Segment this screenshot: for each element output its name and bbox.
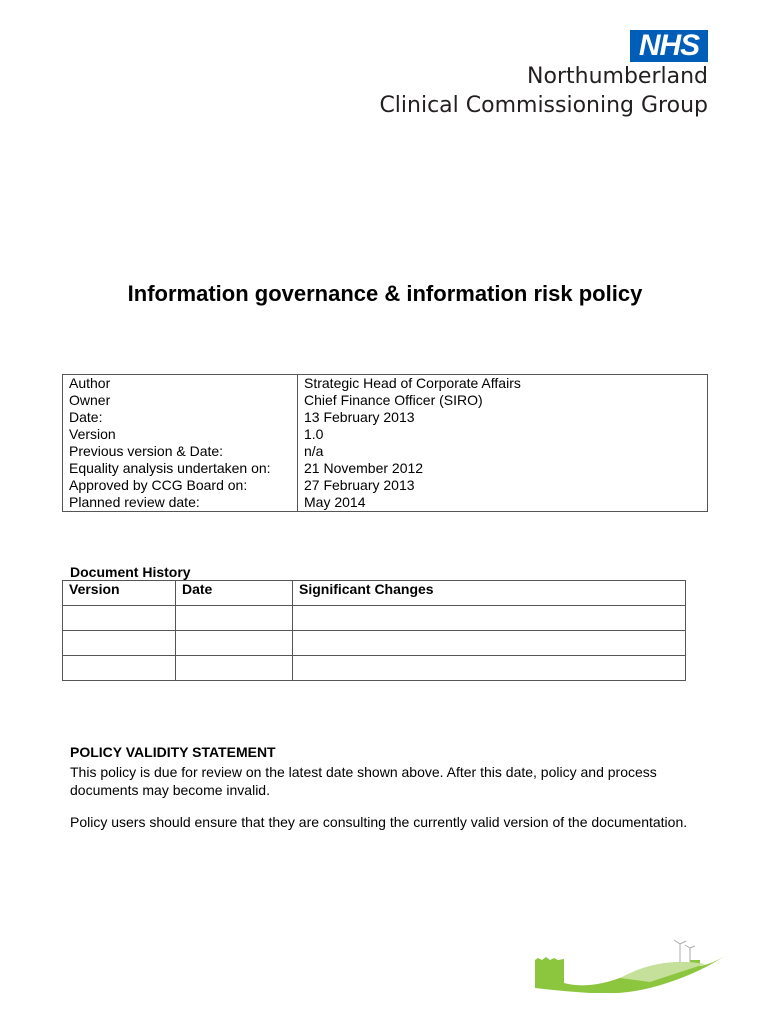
- metadata-row: [63, 494, 708, 512]
- metadata-label: Owner: [63, 392, 298, 409]
- history-cell: [293, 631, 686, 656]
- metadata-value: Strategic Head of Corporate Affairs: [298, 375, 708, 393]
- metadata-label: Equality analysis undertaken on:: [63, 460, 298, 477]
- metadata-label: Previous version & Date:: [63, 443, 298, 460]
- metadata-table: [62, 374, 708, 512]
- metadata-value: 21 November 2012: [298, 460, 708, 477]
- metadata-label: Date:: [63, 409, 298, 426]
- history-cell: [63, 656, 176, 681]
- org-name-line2: Clinical Commissioning Group: [379, 93, 708, 118]
- metadata-value: Chief Finance Officer (SIRO): [298, 392, 708, 409]
- history-cell: [176, 631, 293, 656]
- validity-paragraph-2: Policy users should ensure that they are consulting the currently valid version of the documentation.: [70, 814, 688, 830]
- metadata-value: May 2014: [298, 494, 708, 512]
- history-cell: [293, 656, 686, 681]
- history-row: [63, 631, 686, 656]
- metadata-row: [63, 460, 708, 477]
- metadata-row: [63, 443, 708, 460]
- landscape-illustration: [530, 938, 730, 993]
- history-header-changes: Significant Changes: [293, 581, 686, 606]
- metadata-label: Author: [63, 375, 298, 393]
- history-header-date: Date: [176, 581, 293, 606]
- history-cell: [176, 606, 293, 631]
- metadata-value: 27 February 2013: [298, 477, 708, 494]
- metadata-label: Version: [63, 426, 298, 443]
- document-history-table: [62, 580, 686, 681]
- history-header-version: Version: [63, 581, 176, 606]
- metadata-row: [63, 477, 708, 494]
- metadata-value: 13 February 2013: [298, 409, 708, 426]
- metadata-row: [63, 392, 708, 409]
- metadata-row: [63, 375, 708, 393]
- metadata-row: [63, 426, 708, 443]
- validity-statement-heading: POLICY VALIDITY STATEMENT: [70, 744, 276, 760]
- history-cell: [293, 606, 686, 631]
- document-history-heading: Document History: [70, 564, 191, 580]
- history-row: [63, 656, 686, 681]
- nhs-logo: NHS: [630, 30, 708, 62]
- metadata-label: Planned review date:: [63, 494, 298, 512]
- history-row: [63, 606, 686, 631]
- history-cell: [63, 631, 176, 656]
- history-header-row: [63, 581, 686, 606]
- org-name-line1: Northumberland: [527, 64, 708, 89]
- document-title: Information governance & information risk policy: [127, 281, 643, 306]
- metadata-row: [63, 409, 708, 426]
- validity-paragraph-1: This policy is due for review on the latest date shown above. After this date, policy and process documents may become invalid.: [70, 764, 657, 798]
- metadata-label: Approved by CCG Board on:: [63, 477, 298, 494]
- metadata-value: n/a: [298, 443, 708, 460]
- metadata-value: 1.0: [298, 426, 708, 443]
- history-cell: [176, 656, 293, 681]
- history-cell: [63, 606, 176, 631]
